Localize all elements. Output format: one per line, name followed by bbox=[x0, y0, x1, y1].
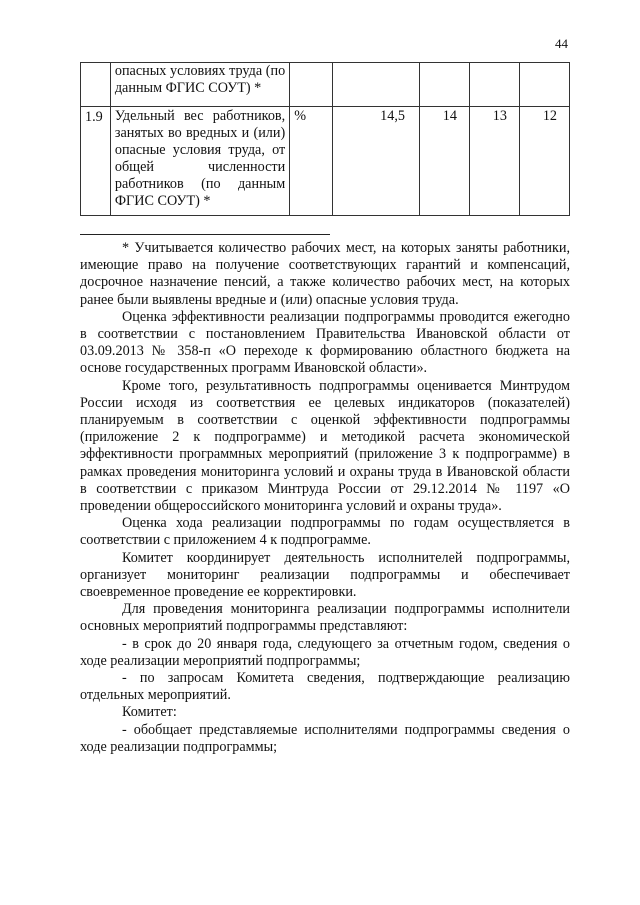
indicator-value bbox=[333, 63, 420, 107]
indicator-name: опасных условиях труда (по данным ФГИС СОУТ) * bbox=[110, 63, 289, 107]
paragraph: Оценка хода реализации подпрограммы по годам осуществляется в соответствии с приложением 4 к подпрограмме. bbox=[80, 515, 570, 549]
indicator-unit bbox=[290, 63, 333, 107]
indicator-value: 12 bbox=[519, 107, 569, 216]
indicator-unit: % bbox=[290, 107, 333, 216]
row-number: 1.9 bbox=[81, 107, 111, 216]
indicator-value bbox=[469, 63, 519, 107]
list-item: - по запросам Комитета сведения, подтверждающие реализацию отдельных мероприятий. bbox=[80, 670, 570, 704]
page-number: 44 bbox=[555, 36, 568, 51]
table-row bbox=[81, 63, 570, 107]
indicator-name: Удельный вес работников, занятых во вредных и (или) опасные условия труда, от общей численности работников (по данным ФГИС СОУТ) * bbox=[110, 107, 289, 216]
paragraph: Комитет: bbox=[122, 704, 177, 721]
indicator-value bbox=[419, 63, 469, 107]
indicator-value bbox=[519, 63, 569, 107]
list-item: - обобщает представляемые исполнителями подпрограммы сведения о ходе реализации подпрограммы; bbox=[80, 721, 570, 755]
list-item: - в срок до 20 января года, следующего за отчетным годом, сведения о ходе реализации мероприятий подпрограммы; bbox=[80, 635, 570, 669]
row-number bbox=[81, 63, 111, 107]
footnote: * Учитывается количество рабочих мест, на которых заняты работники, имеющие право на получение соответствующих гарантий и компенсаций, досрочное назначение пенсий, а также количество рабочих мест, на которых ранее были выявлены вредные и (или) опасные условия труда. bbox=[80, 240, 570, 308]
paragraph: Комитет координирует деятельность исполнителей подпрограммы, организует мониторинг реализации подпрограммы и обеспечивает своевременное проведение ее корректировки. bbox=[80, 549, 570, 601]
body-text bbox=[80, 240, 570, 756]
paragraph: Для проведения мониторинга реализации подпрограммы исполнители основных мероприятий подпрограммы представляют: bbox=[80, 601, 570, 635]
paragraph: Кроме того, результативность подпрограммы оценивается Минтрудом России исходя из соответствия ее целевых индикаторов (показателей) планируемым в соответствии с оценкой эффективности подпрограммы (приложение 2 к подпрограмме) и методикой расчета экономической эффективности программных мероприятий (приложение 3 к подпрограмме) в рамках проведения мониторинга условий и охраны труда в Ивановской области в соответствии с приказом Минтруда России от 29.12.2014 № 1197 «О проведении общероссийского мониторинга условий и охраны труда». bbox=[80, 377, 570, 515]
indicator-value: 14,5 bbox=[333, 107, 420, 216]
indicators-table bbox=[80, 62, 570, 216]
table-row bbox=[81, 107, 570, 216]
footnote-separator bbox=[80, 234, 330, 235]
paragraph: Оценка эффективности реализации подпрограммы проводится ежегодно в соответствии с постановлением Правительства Ивановской области от 03.09.2013 № 358-п «О переходе к формированию областного бюджета на основе государственных программ Ивановской области». bbox=[80, 308, 570, 377]
indicator-value: 13 bbox=[469, 107, 519, 216]
indicator-value: 14 bbox=[419, 107, 469, 216]
